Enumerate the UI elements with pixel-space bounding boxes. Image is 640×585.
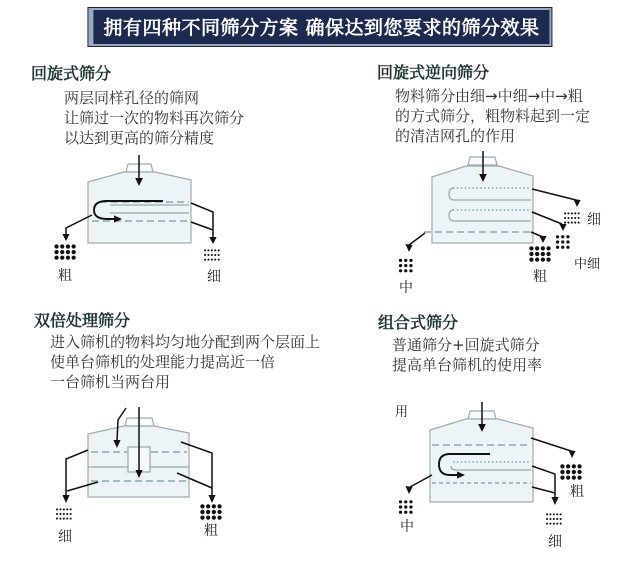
section-3-heading: 双倍处理筛分 (34, 311, 131, 330)
section-3-line-3: 一台筛机当两台用 (50, 373, 171, 391)
section-2-heading: 回旋式逆向筛分 (377, 63, 490, 82)
section-2-line-1: 物料筛分由细→中细→中→粗 (395, 87, 583, 105)
machine-body (430, 419, 533, 502)
fine-dots-icon (57, 509, 74, 518)
fine-dots-icon (205, 250, 222, 259)
fine-label: 细 (58, 529, 72, 545)
coarse-label: 粗 (570, 484, 584, 500)
section-2-line-3: 的清洁网孔的作用 (395, 127, 516, 145)
section-1-line-2: 让筛过一次的物料再次筛分 (64, 109, 245, 127)
fine-label: 细 (587, 212, 601, 228)
coarse-dots-icon (531, 248, 548, 259)
fine-label: 细 (548, 534, 562, 550)
section-3-line-2: 使单台筛机的处理能力提高近一倍 (50, 353, 276, 371)
section-4-line-2: 提高单台筛机的使用率 (392, 356, 543, 374)
rotary-screening-diagram (40, 150, 240, 290)
mid-fine-output-arrow (532, 212, 567, 231)
coarse-label: 粗 (58, 268, 72, 284)
fine-output-arrow (191, 203, 217, 244)
section-4-heading: 组合式筛分 (378, 313, 459, 332)
mid-fine-label: 中细 (573, 257, 601, 272)
section-3-line-1: 进入筛机的物料均匀地分配到两个层面上 (50, 333, 321, 351)
fine-output-arrow (532, 189, 581, 207)
mid-dots-icon (401, 502, 416, 512)
section-4-line-1: 普通筛分+回旋式筛分 (392, 336, 540, 354)
section-1-line-1: 两层同样孔径的筛网 (64, 89, 200, 107)
mid-label: 中 (399, 280, 413, 296)
reverse-rotary-screening-diagram (390, 150, 615, 300)
section-1-heading: 回旋式筛分 (31, 64, 112, 83)
mid-label: 中 (400, 519, 414, 535)
mid-fine-dots-icon (558, 237, 573, 247)
double-capacity-screening-diagram (30, 395, 245, 545)
coarse-label: 粗 (204, 523, 218, 539)
mid-output-arrow (405, 475, 432, 494)
coarse-output-arrow (531, 438, 576, 458)
coarse-dots-icon (562, 466, 579, 477)
coarse-dots-icon (202, 506, 219, 517)
mid-output-arrow (405, 233, 425, 252)
mid-dots-icon (401, 260, 416, 270)
coarse-dots-icon (57, 247, 74, 258)
fine-dots-icon (547, 514, 564, 523)
fine-output-arrow (532, 466, 559, 505)
section-1-text (64, 88, 244, 148)
fine-label: 细 (207, 269, 221, 285)
stray-character: 用 (395, 405, 409, 420)
title-banner: 拥有四种不同筛分方案 确保达到您要求的筛分效果 (88, 8, 551, 46)
coarse-label: 粗 (533, 269, 547, 285)
section-2-line-2: 的方式筛分，粗物料起到一定 (395, 107, 591, 125)
section-1-line-3: 以达到更高的筛分精度 (64, 129, 215, 147)
fine-dots-icon (565, 213, 582, 222)
section-3-text (50, 332, 320, 392)
section-2-text (395, 86, 590, 146)
combined-screening-diagram (388, 398, 610, 550)
section-4-text (392, 335, 542, 375)
